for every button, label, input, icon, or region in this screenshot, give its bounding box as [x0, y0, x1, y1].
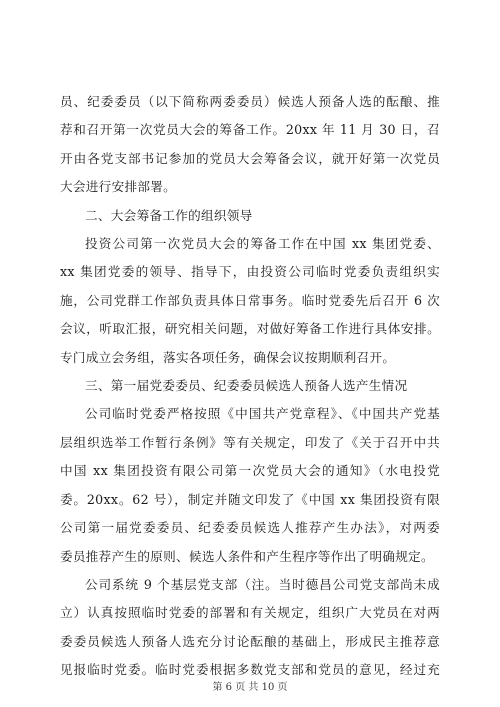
text-line: 员、纪委委员（以下简称两委委员）候选人预备人选的酝酿、推: [60, 94, 440, 109]
text-line: 开由各党支部书记参加的党员大会筹备会议，就开好第一次党员: [60, 150, 440, 166]
text-line: 委员推荐产生的原则、候选人条件和产生程序等作出了明确规定。: [60, 548, 434, 564]
paragraph: [60, 571, 440, 685]
text-line: 荐和召开第一次党员大会的筹备工作。20xx 年 11 月 30 日，召: [60, 122, 440, 138]
text-line: 中国 xx 集团投资有限公司第一次党员大会的通知》（水电投党: [60, 463, 440, 479]
document-body: [60, 88, 440, 685]
paragraph: [60, 400, 440, 570]
text-line: 会议，听取汇报，研究相关问题，对做好筹备工作进行具体安排。: [60, 321, 440, 337]
text-line: 公司临时党委严格按照《中国共产党章程》、《中国共产党基: [85, 406, 440, 422]
text-line: 投资公司第一次党员大会的筹备工作在中国 xx 集团党委、: [85, 236, 440, 252]
section-heading: 二、大会筹备工作的组织领导: [85, 207, 253, 223]
text-line: 委。20xx。62 号），制定并随文印发了《中国 xx 集团投资有限: [60, 491, 440, 507]
paragraph: [60, 88, 440, 202]
text-line: 公司系统 9 个基层党支部（注。当时德昌公司党支部尚未成: [85, 576, 440, 592]
page-footer: 第 6 页 共 10 页: [212, 682, 288, 693]
text-line: 见报临时党委。临时党委根据多数党支部和党员的意见，经过充: [60, 662, 440, 678]
text-line: 委委员候选人预备人选充分讨论酝酿的基础上，形成民主推荐意: [60, 633, 440, 649]
paragraph: [60, 230, 440, 372]
text-line: 施，公司党群工作部负责具体日常事务。临时党委先后召开 6 次: [60, 292, 440, 308]
text-line: xx 集团党委的领导、指导下，由投资公司临时党委负责组织实: [60, 264, 440, 280]
text-line: 层组织选举工作暂行条例》等有关规定，印发了《关于召开中共: [60, 434, 440, 450]
text-line: 立）认真按照临时党委的部署和有关规定，组织广大党员在对两: [60, 605, 440, 621]
text-line: 大会进行安排部署。: [60, 179, 177, 195]
text-line: 专门成立会务组，落实各项任务，确保会议按期顺利召开。: [60, 349, 396, 365]
text-line: 公司第一届党委委员、纪委委员候选人推荐产生办法》，对两委: [60, 520, 440, 536]
section-heading: 三、第一届党委委员、纪委委员候选人预备人选产生情况: [85, 378, 408, 394]
